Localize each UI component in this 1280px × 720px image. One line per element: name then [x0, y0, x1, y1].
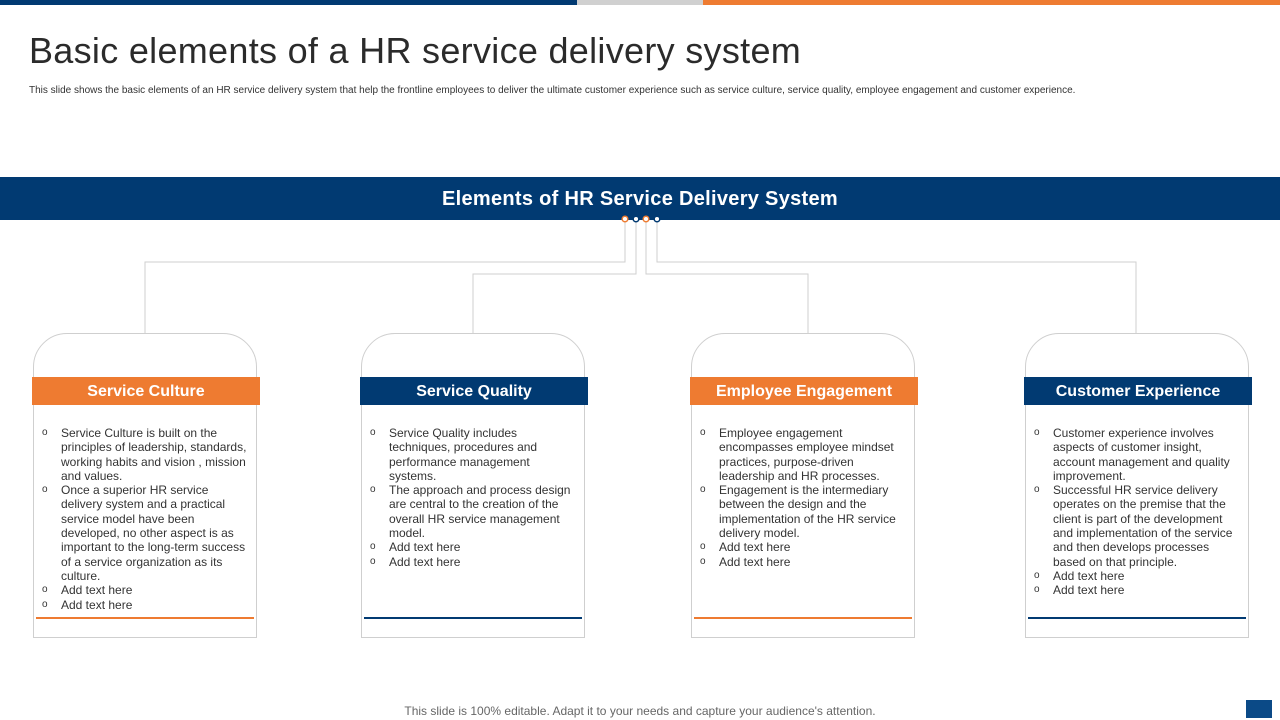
card-bottom-line — [694, 617, 912, 619]
connector-customer-experience — [657, 220, 1136, 333]
bullet-item: o Add text here — [1034, 583, 1242, 597]
bullet-item: o Service Culture is built on the principles of leadership, standards, working habits and vision , mission and values. — [42, 426, 250, 483]
corner-accent-block — [1246, 700, 1272, 718]
bullet-item: o The approach and process design are central to the creation of the overall HR service management model. — [370, 483, 578, 540]
bullet-item: o Successful HR service delivery operates on the premise that the client is part of the development and implementation of the service and then develops processes based on that principle. — [1034, 483, 1242, 569]
bullet-item: o Engagement is the intermediary between the design and the implementation of the HR service delivery model. — [700, 483, 908, 540]
connector-dot — [622, 216, 628, 222]
connector-dot — [654, 216, 660, 222]
connector-service-quality — [473, 220, 636, 333]
connector-employee-engagement — [646, 220, 808, 333]
elements-banner: Elements of HR Service Delivery System — [0, 177, 1280, 220]
card-body-service-quality — [370, 426, 578, 569]
card-body-employee-engagement — [700, 426, 908, 569]
card-customer-experience — [1025, 333, 1249, 638]
card-bottom-line — [36, 617, 254, 619]
card-body-customer-experience — [1034, 426, 1242, 598]
connector-dot — [633, 216, 639, 222]
slide-subtitle: This slide shows the basic elements of an HR service delivery system that help the frontline employees to deliver the ultimate customer experience such as service culture, service quality, employee engagement and customer experience. — [29, 85, 1076, 96]
connector-dot — [643, 216, 649, 222]
card-body-service-culture — [42, 426, 250, 612]
card-bottom-line — [364, 617, 582, 619]
card-bottom-line — [1028, 617, 1246, 619]
bullet-item: o Service Quality includes techniques, procedures and performance management systems. — [370, 426, 578, 483]
card-service-culture — [33, 333, 257, 638]
slide-title: Basic elements of a HR service delivery system — [29, 30, 802, 71]
bullet-item: o Once a superior HR service delivery system and a practical service model have been developed, no other aspect is as important to the long-term success of a service organization as its culture. — [42, 483, 250, 583]
bullet-item: o Add text here — [700, 540, 908, 554]
bullet-item: o Add text here — [700, 555, 908, 569]
card-service-quality — [361, 333, 585, 638]
card-header-customer-experience: Customer Experience — [1024, 377, 1252, 405]
connector-service-culture — [145, 220, 625, 333]
bullet-item: o Customer experience involves aspects of customer insight, account management and quality improvement. — [1034, 426, 1242, 483]
card-header-service-culture: Service Culture — [32, 377, 260, 405]
card-header-service-quality: Service Quality — [360, 377, 588, 405]
card-header-employee-engagement: Employee Engagement — [690, 377, 918, 405]
bullet-item: o Add text here — [370, 555, 578, 569]
bullet-item: o Employee engagement encompasses employee mindset practices, purpose-driven leadership and HR processes. — [700, 426, 908, 483]
bullet-item: o Add text here — [1034, 569, 1242, 583]
bullet-item: o Add text here — [42, 583, 250, 597]
card-employee-engagement — [691, 333, 915, 638]
bullet-item: o Add text here — [42, 598, 250, 612]
footer-note: This slide is 100% editable. Adapt it to your needs and capture your audience's attention. — [404, 704, 876, 718]
bullet-item: o Add text here — [370, 540, 578, 554]
